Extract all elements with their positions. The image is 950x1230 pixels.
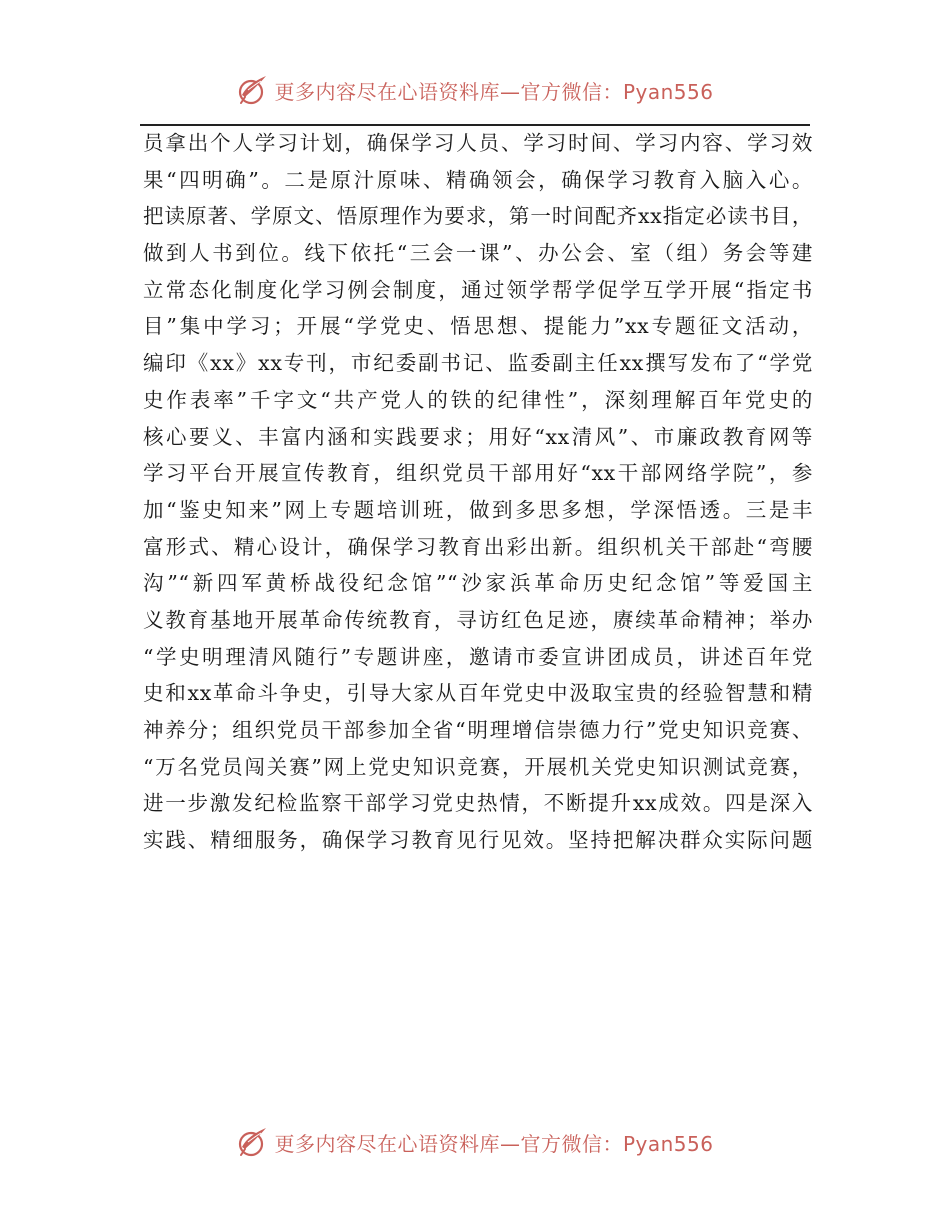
body-line: “学史明理清风随行”专题讲座，邀请市委宣讲团成员，讲述百年党	[143, 644, 813, 669]
body-line: “万名党员闯关赛”网上党史知识竞赛，开展机关党史知识测试竞赛，	[143, 754, 813, 779]
body-line: 富形式、精心设计，确保学习教育出彩出新。组织机关干部赴“弯腰	[143, 534, 813, 559]
body-line: 员拿出个人学习计划，确保学习人员、学习时间、学习内容、学习效	[143, 131, 813, 155]
quill-logo-icon	[236, 1125, 270, 1159]
body-line: 史作表率”千字文“共产党人的铁的纪律性”，深刻理解百年党史的	[143, 387, 813, 412]
body-line: 目”集中学习；开展“学党史、悟思想、提能力”xx专题征文活动，	[143, 314, 813, 339]
footer-banner	[0, 1122, 950, 1162]
body-line: 进一步激发纪检监察干部学习党史热情，不断提升xx成效。四是深入	[143, 791, 813, 816]
body-line: 立常态化制度化学习例会制度，通过领学帮学促学互学开展“指定书	[143, 277, 813, 302]
header-banner	[0, 70, 950, 110]
body-line: 神养分；组织党员干部参加全省“明理增信崇德力行”党史知识竞赛、	[143, 718, 813, 742]
body-line: 编印《xx》xx专刊，市纪委副书记、监委副主任xx撰写发布了“学党	[143, 351, 813, 376]
body-line: 实践、精细服务，确保学习教育见行见效。坚持把解决群众实际问题	[143, 828, 813, 853]
body-line: 做到人书到位。线下依托“三会一课”、办公会、室（组）务会等建	[143, 241, 813, 266]
body-line: 果“四明确”。二是原汁原味、精确领会，确保学习教育入脑入心。	[143, 167, 813, 192]
body-line: 核心要义、丰富内涵和实践要求；用好“xx清风”、市廉政教育网等	[143, 424, 813, 449]
body-line: 史和xx革命斗争史，引导大家从百年党史中汲取宝贵的经验智慧和精	[143, 681, 813, 706]
footer-banner-text: 更多内容尽在心语资料库—官方微信：Pyan556	[274, 1131, 714, 1156]
quill-logo-icon	[236, 73, 270, 107]
body-line: 把读原著、学原文、悟原理作为要求，第一时间配齐xx指定必读书目，	[143, 204, 813, 229]
document-body	[143, 125, 813, 859]
body-line: 加“鉴史知来”网上专题培训班，做到多思多想，学深悟透。三是丰	[143, 497, 813, 522]
body-line: 学习平台开展宣传教育，组织党员干部用好“xx干部网络学院”，参	[143, 461, 813, 486]
body-line: 沟”“新四军黄桥战役纪念馆”“沙家浜革命历史纪念馆”等爱国主	[143, 571, 813, 596]
header-banner-text: 更多内容尽在心语资料库—官方微信：Pyan556	[274, 79, 714, 104]
body-line: 义教育基地开展革命传统教育，寻访红色足迹，赓续革命精神；举办	[143, 607, 813, 632]
